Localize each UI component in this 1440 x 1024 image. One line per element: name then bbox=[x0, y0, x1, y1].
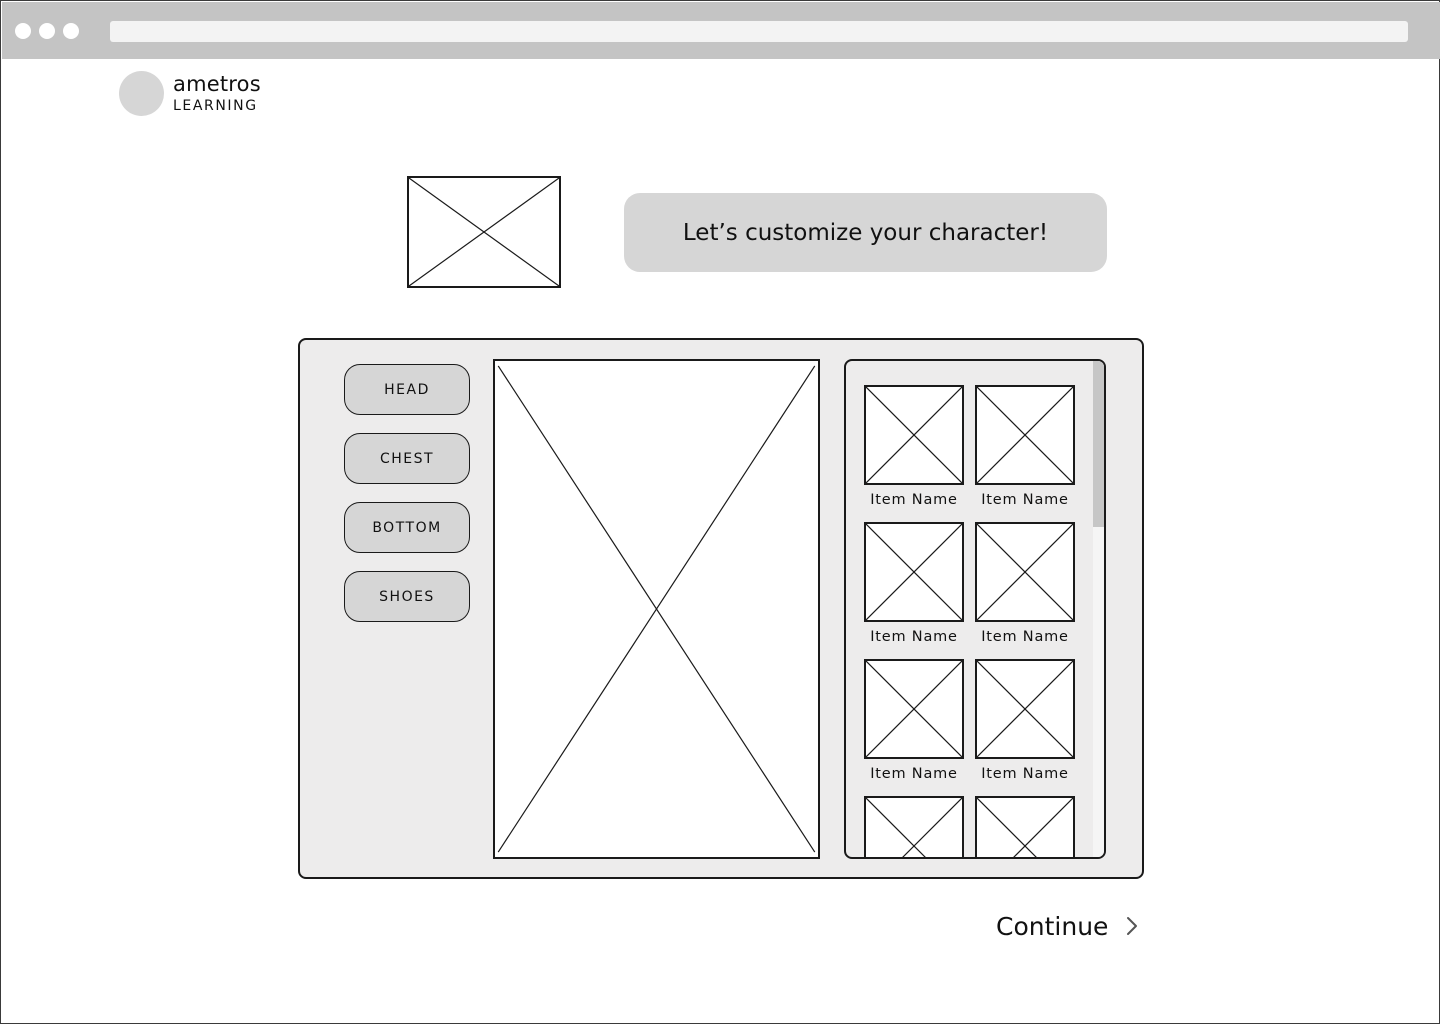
image-placeholder-icon bbox=[977, 798, 1073, 859]
logo-line2: LEARNING bbox=[173, 97, 258, 114]
item-thumbnail bbox=[864, 796, 964, 859]
category-label: CHEST bbox=[379, 450, 435, 467]
item-card[interactable] bbox=[975, 796, 1075, 859]
item-name: Item Name bbox=[981, 766, 1069, 782]
item-thumbnail bbox=[975, 522, 1075, 622]
window-maximize-dot[interactable] bbox=[63, 23, 79, 39]
item-card[interactable] bbox=[975, 385, 1075, 508]
item-card[interactable] bbox=[864, 659, 964, 782]
image-placeholder-icon bbox=[977, 524, 1073, 620]
item-thumbnail bbox=[864, 659, 964, 759]
category-bottom-button[interactable] bbox=[344, 502, 470, 553]
item-thumbnail bbox=[864, 522, 964, 622]
item-thumbnail bbox=[975, 385, 1075, 485]
brand-logo[interactable] bbox=[119, 70, 261, 116]
image-placeholder-icon bbox=[977, 661, 1073, 757]
item-name: Item Name bbox=[870, 766, 958, 782]
image-placeholder-icon bbox=[866, 798, 962, 859]
category-label: BOTTOM bbox=[372, 519, 442, 536]
browser-toolbar bbox=[2, 2, 1440, 59]
category-shoes-button[interactable] bbox=[344, 571, 470, 622]
image-placeholder-icon bbox=[866, 661, 962, 757]
item-name: Item Name bbox=[981, 629, 1069, 645]
character-customizer-panel bbox=[298, 338, 1144, 879]
logo-line1: ametros bbox=[173, 71, 261, 96]
logo-text bbox=[173, 71, 261, 114]
image-placeholder-icon bbox=[977, 387, 1073, 483]
scrollbar-track[interactable] bbox=[1093, 361, 1104, 857]
item-thumbnail bbox=[864, 385, 964, 485]
item-name: Item Name bbox=[981, 492, 1069, 508]
item-thumbnail bbox=[975, 796, 1075, 859]
item-card[interactable] bbox=[975, 522, 1075, 645]
item-list-panel[interactable] bbox=[844, 359, 1106, 859]
category-head-button[interactable] bbox=[344, 364, 470, 415]
window-close-dot[interactable] bbox=[15, 23, 31, 39]
category-label: SHOES bbox=[379, 588, 435, 605]
item-name: Item Name bbox=[870, 629, 958, 645]
category-label: HEAD bbox=[384, 381, 430, 398]
image-placeholder-icon bbox=[495, 361, 818, 857]
item-card[interactable] bbox=[864, 522, 964, 645]
item-thumbnail bbox=[975, 659, 1075, 759]
image-placeholder-icon bbox=[866, 387, 962, 483]
continue-label: Continue bbox=[996, 911, 1109, 941]
logo-mark-icon bbox=[119, 71, 164, 116]
image-placeholder-icon bbox=[866, 524, 962, 620]
item-card[interactable] bbox=[864, 385, 964, 508]
character-preview-placeholder bbox=[493, 359, 820, 859]
category-chest-button[interactable] bbox=[344, 433, 470, 484]
image-placeholder-icon bbox=[409, 178, 559, 286]
avatar-image-placeholder bbox=[407, 176, 561, 288]
item-card[interactable] bbox=[864, 796, 964, 859]
scrollbar-thumb[interactable] bbox=[1093, 361, 1104, 527]
address-bar[interactable] bbox=[110, 21, 1408, 42]
item-name: Item Name bbox=[870, 492, 958, 508]
chevron-right-icon bbox=[1122, 915, 1142, 937]
window-minimize-dot[interactable] bbox=[39, 23, 55, 39]
continue-button[interactable] bbox=[996, 906, 1142, 946]
item-card[interactable] bbox=[975, 659, 1075, 782]
speech-bubble-text: Let’s customize your character! bbox=[682, 219, 1049, 246]
speech-bubble bbox=[624, 193, 1107, 272]
